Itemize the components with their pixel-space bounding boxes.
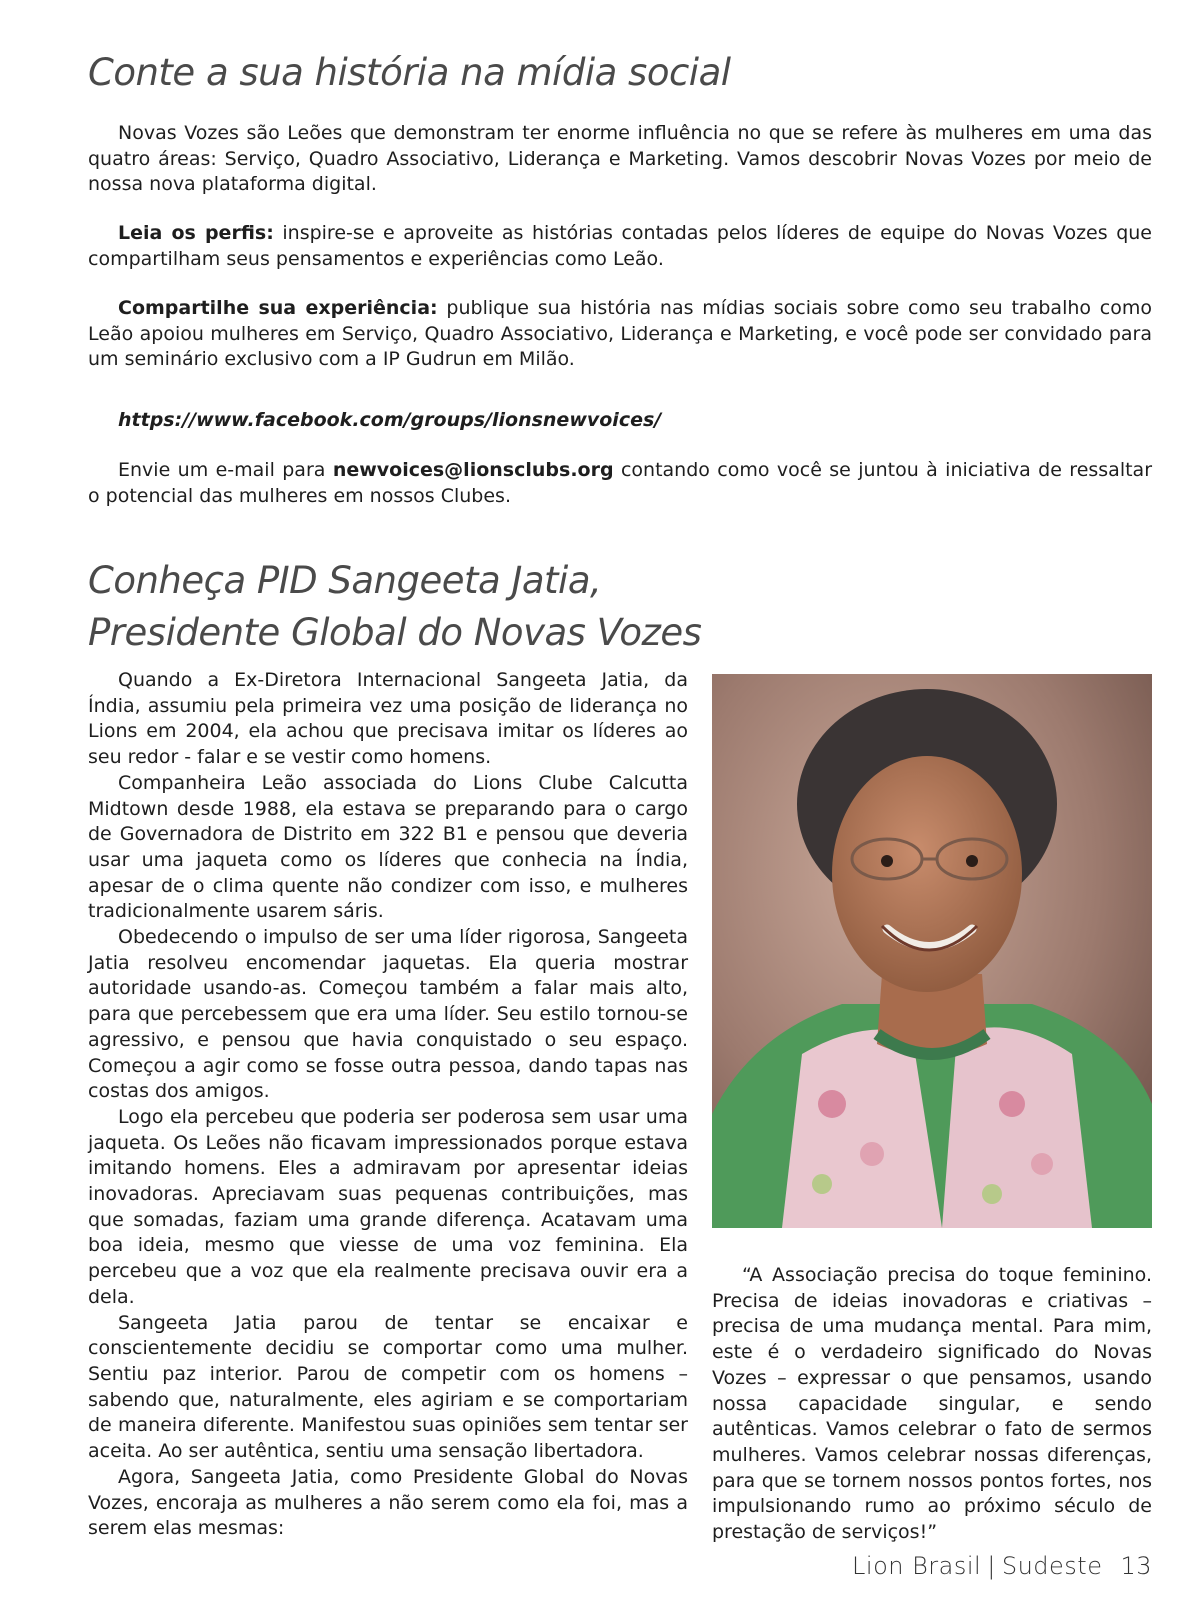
section-title-line1: Conheça PID Sangeeta Jatia,	[88, 559, 602, 602]
email-address[interactable]: newvoices@lionsclubs.org	[332, 459, 614, 481]
page-footer	[852, 1552, 1152, 1580]
portrait-photo	[712, 674, 1152, 1228]
section-title-line2: Presidente Global do Novas Vozes	[88, 611, 702, 654]
article-paragraph: Agora, Sangeeta Jatia, como Presidente Global do Novas Vozes, encoraja as mulheres a não serem como ela foi, mas a serem elas mesmas:	[88, 1465, 688, 1540]
email-paragraph	[88, 458, 1152, 509]
footer-publication: Lion Brasil	[852, 1552, 982, 1580]
section-title-profile	[88, 555, 701, 659]
article-paragraph: Obedecendo o impulso de ser uma líder rigorosa, Sangeeta Jatia resolveu encomendar jaquetas. Ela queria mostrar autoridade usando-as. Começou também a falar mais alto, para que percebessem que era uma líder. Seu estilo tornou-se agressivo, e pensou que havia conquistado o seu espaço. Começou a agir como se fosse outra pessoa, dando tapas nas costas dos amigos.	[88, 926, 688, 1103]
intro-paragraph: Novas Vozes são Leões que demonstram ter enorme influência no que se refere às mulheres em uma das quatro áreas: Serviço, Quadro Associativo, Liderança e Marketing. Vamos descobrir Novas Vozes por meio de nossa nova plataforma digital.	[88, 122, 1152, 196]
article-paragraph: Sangeeta Jatia parou de tentar se encaixar e conscientemente decidiu se comportar como uma mulher. Sentiu paz interior. Parou de competir com os homens – sabendo que, naturalmente, eles agiriam e se comportariam de maneira diferente. Manifestou suas opiniões sem tentar ser aceita. Ao ser autêntica, sentiu uma sensação libertadora.	[88, 1311, 688, 1463]
profiles-paragraph	[88, 221, 1152, 272]
article-paragraph: Companheira Leão associada do Lions Clube Calcutta Midtown desde 1988, ela estava se preparando para o cargo de Governadora de Distrito em 322 B1 e pensou que deveria usar uma jaqueta como os líderes que conhecia na Índia, apesar de o clima quente não condizer com isso, e mulheres tradicionalmente usarem sáris.	[88, 771, 688, 923]
section-title-social-media: Conte a sua história na mídia social	[88, 51, 731, 94]
footer-separator: |	[987, 1552, 996, 1580]
profiles-label: Leia os perfis:	[118, 222, 274, 244]
article-paragraph: Quando a Ex-Diretora Internacional Sangeeta Jatia, da Índia, assumiu pela primeira vez uma posição de liderança no Lions em 2004, ela achou que precisava imitar os líderes ao seu redor - falar e se vestir como homens.	[88, 669, 688, 769]
article-paragraph: Logo ela percebeu que poderia ser poderosa sem usar uma jaqueta. Os Leões não ficavam impressionados porque estava imitando homens. Eles a admiravam por apresentar ideias inovadoras. Apreciavam suas pequenas contribuições, mas que somadas, faziam uma grande diferença. Acatavam uma boa ideia, mesmo que viesse de uma voz feminina. Ela percebeu que a voz que ela realmente precisava ouvir era a dela.	[88, 1105, 688, 1308]
article-body-column	[88, 668, 688, 1542]
profiles-text: inspire-se e aproveite as histórias contadas pelos líderes de equipe do Novas Vozes que compartilham seus pensamentos e experiências como Leão.	[88, 222, 1152, 270]
page-number: 13	[1120, 1552, 1152, 1580]
pull-quote: “A Associação precisa do toque feminino. Precisa de ideias inovadoras e criativas – precisa de uma mudança mental. Para mim, este é o verdadeiro significado do Novas Vozes – expressar o que pensamos, usando nossa capacidade singular, e sendo autênticas. Vamos celebrar o fato de sermos mulheres. Vamos celebrar nossas diferenças, para que se tornem nossos pontos fortes, nos impulsionando rumo ao próximo século de prestação de serviços!”	[712, 1264, 1152, 1544]
footer-region: Sudeste	[1001, 1552, 1103, 1580]
share-label: Compartilhe sua experiência:	[118, 297, 438, 319]
facebook-group-link[interactable]: https://www.facebook.com/groups/lionsnewvoices/	[118, 409, 662, 431]
email-pre-text: Envie um e-mail para	[118, 459, 333, 481]
share-paragraph	[88, 296, 1152, 373]
share-text: publique sua história nas mídias sociais sobre como seu trabalho como Leão apoiou mulheres em Serviço, Quadro Associativo, Liderança e Marketing, e você pode ser convidado para um seminário exclusivo com a IP Gudrun em Milão.	[88, 297, 1153, 371]
email-post-text: contando como você se juntou à iniciativa de ressaltar o potencial das mulheres em nossos Clubes.	[88, 459, 1153, 507]
